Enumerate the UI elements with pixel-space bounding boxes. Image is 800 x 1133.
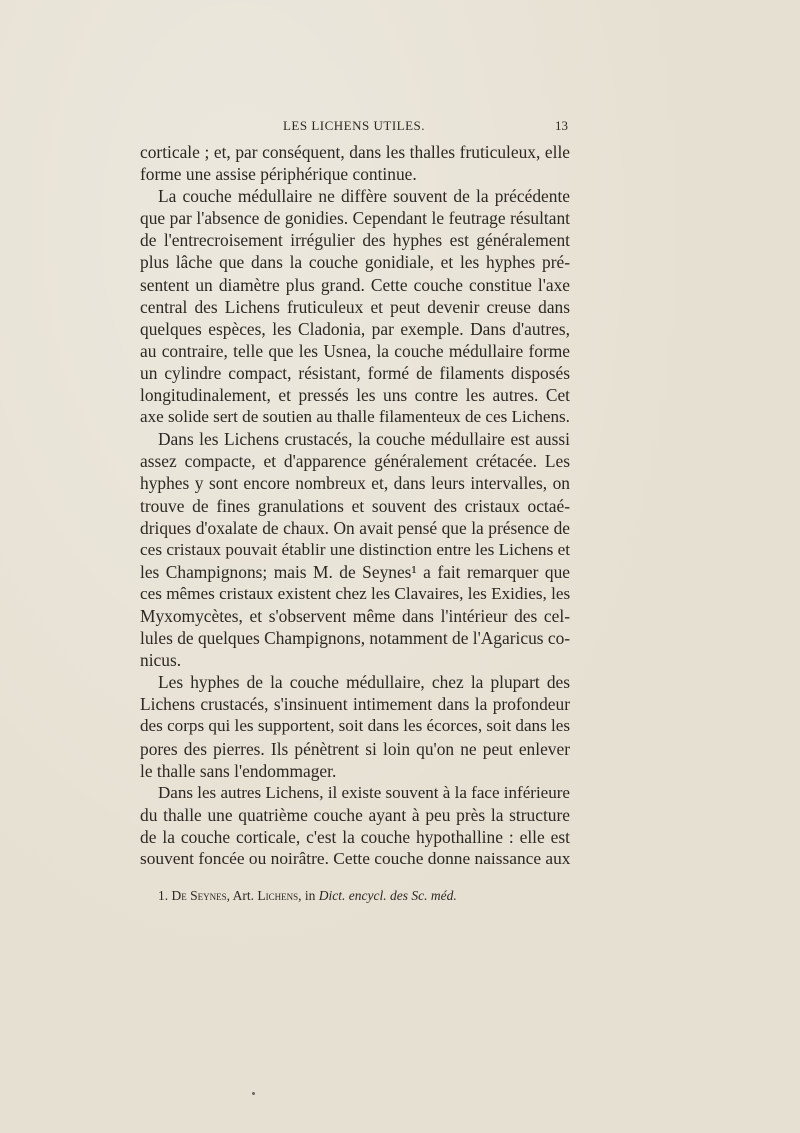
page-number: 13 — [555, 118, 568, 133]
text-line: driques d'oxalate de chaux. On avait pensé que la présence de — [140, 517, 570, 538]
text-line: du thalle une quatrième couche ayant à peu près la structure — [140, 804, 570, 825]
footnote-number: 1. — [158, 888, 169, 903]
footnote-source: Dict. encycl. des Sc. méd. — [318, 888, 457, 903]
footnote-text: , in — [298, 888, 319, 903]
text-line: forme une assise périphérique continue. — [140, 164, 417, 185]
text-line: ces cristaux pouvait établir une distinction entre les Lichens et — [140, 539, 571, 559]
text-line: central des Lichens fruticuleux et peut devenir creuse dans — [140, 296, 570, 317]
text-line: Les hyphes de la couche médullaire, chez la plupart des — [158, 672, 570, 693]
footnote — [158, 888, 457, 904]
text-line: trouve de fines granulations et souvent des cristaux octaé- — [140, 495, 570, 516]
text-line: Lichens crustacés, s'insinuent intimement dans la profondeur — [140, 694, 570, 715]
text-line: lules de quelques Champignons, notamment de l'Agaricus co- — [140, 628, 571, 649]
text-line: de l'entrecroisement irrégulier des hyphes est généralement — [140, 230, 570, 251]
body-text — [140, 141, 570, 870]
text-line: nicus. — [140, 650, 182, 671]
text-line: corticale ; et, par conséquent, dans les thalles fruticuleux, elle — [140, 142, 570, 162]
text-line: que par l'absence de gonidies. Cependant le feutrage résultant — [140, 208, 570, 229]
text-line: longitudinalement, et pressés les uns contre les autres. Cet — [140, 385, 570, 406]
text-line: au contraire, telle que les Usnea, la couche médullaire forme — [140, 340, 570, 361]
paper-speck — [252, 1092, 255, 1095]
text-line: assez compacte, et d'apparence généralement crétacée. Les — [140, 451, 570, 472]
text-line: les Champignons; mais M. de Seynes¹ a fait remarquer que — [140, 561, 570, 582]
text-line: pores des pierres. Ils pénètrent si loin qu'on ne peut enlever — [140, 738, 570, 759]
text-line: axe solide sert de soutien au thalle filamenteux de ces Lichens. — [140, 407, 570, 427]
text-line: Dans les autres Lichens, il existe souvent à la face inférieure — [158, 782, 570, 802]
text-line: des corps qui les supportent, soit dans les écorces, soit dans les — [140, 716, 571, 736]
text-line: un cylindre compact, résistant, formé de filaments disposés — [140, 362, 570, 383]
text-line: ces mêmes cristaux existent chez les Clavaires, les Exidies, les — [140, 583, 571, 603]
text-line: le thalle sans l'endommager. — [140, 760, 337, 781]
footnote-text: , Art. — [226, 888, 258, 903]
text-line: La couche médullaire ne diffère souvent de la précédente — [158, 186, 570, 207]
text-line: Dans les Lichens crustacés, la couche médullaire est aussi — [158, 429, 570, 450]
text-line: Myxomycètes, et s'observent même dans l'intérieur des cel- — [140, 605, 570, 626]
text-line: quelques espèces, les Cladonia, par exemple. Dans d'autres, — [140, 318, 570, 339]
text-line: hyphes y sont encore nombreux et, dans leurs intervalles, on — [140, 473, 570, 494]
footnote-article: Lichens — [257, 888, 299, 903]
footnote-author: De Seynes — [171, 888, 227, 903]
text-line: de la couche corticale, c'est la couche hypothalline : elle est — [140, 826, 570, 847]
text-line: sentent un diamètre plus grand. Cette couche constitue l'axe — [140, 274, 570, 295]
running-title: LES LICHENS UTILES. — [282, 118, 426, 133]
running-header — [140, 118, 568, 138]
text-line: souvent foncée ou noirâtre. Cette couche donne naissance aux — [140, 849, 571, 868]
text-line: plus lâche que dans la couche gonidiale, et les hyphes pré- — [140, 252, 570, 273]
